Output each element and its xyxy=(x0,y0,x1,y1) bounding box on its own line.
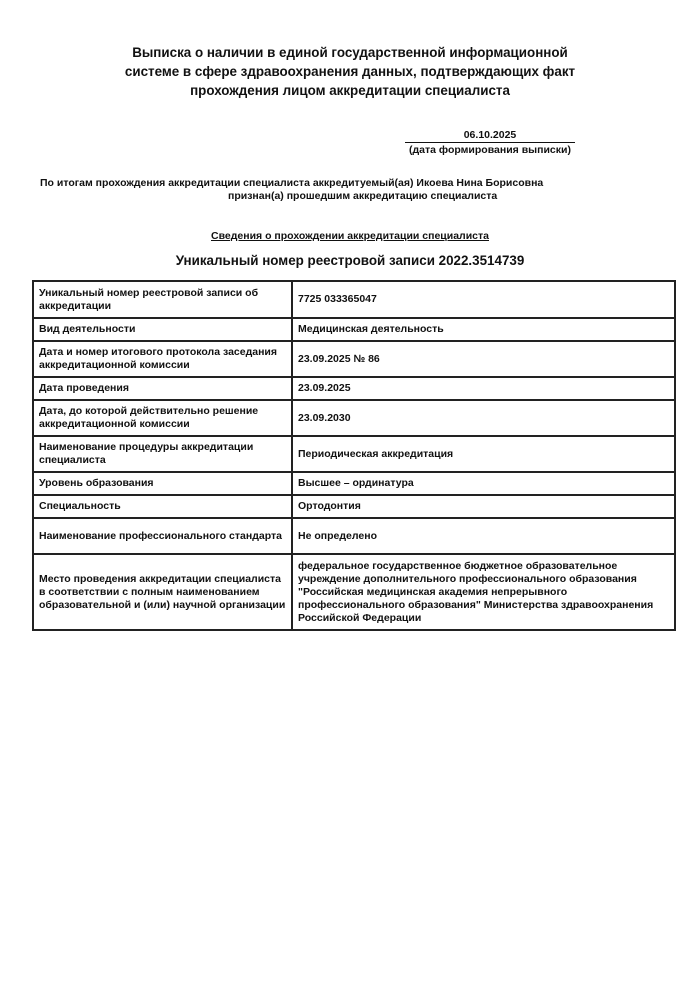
accreditation-info-table xyxy=(32,280,676,631)
extract-date: 06.10.2025 xyxy=(405,129,575,143)
row-label: Дата проведения xyxy=(33,377,292,400)
row-value: Не определено xyxy=(292,518,675,554)
row-label: Уникальный номер реестровой записи об аккредитации xyxy=(33,281,292,318)
table-row xyxy=(33,554,675,630)
row-label: Уровень образования xyxy=(33,472,292,495)
row-value: 7725 033365047 xyxy=(292,281,675,318)
row-value: 23.09.2030 xyxy=(292,400,675,436)
section-title: Сведения о прохождении аккредитации специалиста xyxy=(211,230,489,242)
accreditation-result xyxy=(40,177,660,203)
row-value: Ортодонтия xyxy=(292,495,675,518)
result-line: признан(а) прошедшим аккредитацию специалиста xyxy=(228,190,498,202)
extract-date-block xyxy=(405,129,575,157)
row-value: федеральное государственное бюджетное образовательное учреждение дополнительного профессионального образования "Российская медицинская академия непрерывного профессионального образования" Министерства здравоохранения Российской Федерации xyxy=(292,554,675,630)
title-line: Выписка о наличии в единой государственной информационной xyxy=(132,45,568,60)
table-row xyxy=(33,518,675,554)
table-row xyxy=(33,436,675,472)
table-row xyxy=(33,400,675,436)
row-label: Дата, до которой действительно решение аккредитационной комиссии xyxy=(33,400,292,436)
row-value: Медицинская деятельность xyxy=(292,318,675,341)
title-line: системе в сфере здравоохранения данных, подтверждающих факт xyxy=(124,64,576,79)
row-label: Вид деятельности xyxy=(33,318,292,341)
table-row xyxy=(33,281,675,318)
table-row xyxy=(33,377,675,400)
extract-date-label: (дата формирования выписки) xyxy=(409,144,571,156)
row-value: Высшее – ординатура xyxy=(292,472,675,495)
title-line: прохождения лицом аккредитации специалиста xyxy=(190,83,510,98)
document-title xyxy=(100,43,600,100)
table-row xyxy=(33,318,675,341)
result-line: По итогам прохождения аккредитации специалиста аккредитуемый(ая) Икоева Нина Борисовна xyxy=(40,177,544,189)
table-row xyxy=(33,495,675,518)
row-label: Наименование процедуры аккредитации специалиста xyxy=(33,436,292,472)
registry-number-title: Уникальный номер реестровой записи 2022.3514739 xyxy=(175,253,525,268)
table-row xyxy=(33,472,675,495)
row-label: Дата и номер итогового протокола заседания аккредитационной комиссии xyxy=(33,341,292,377)
table-row xyxy=(33,341,675,377)
row-label: Место проведения аккредитации специалиста в соответствии с полным наименованием образовательной и (или) научной организации xyxy=(33,554,292,630)
row-label: Наименование профессионального стандарта xyxy=(33,518,292,554)
row-value: 23.09.2025 xyxy=(292,377,675,400)
row-value: Периодическая аккредитация xyxy=(292,436,675,472)
row-value: 23.09.2025 № 86 xyxy=(292,341,675,377)
row-label: Специальность xyxy=(33,495,292,518)
